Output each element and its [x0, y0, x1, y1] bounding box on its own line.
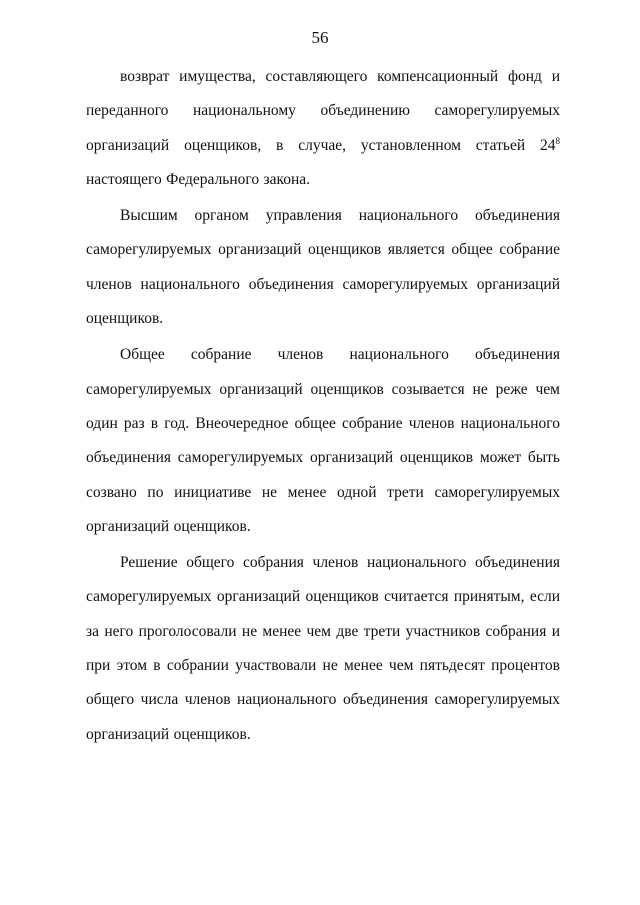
- paragraph-2: Высшим органом управления национального объединения саморегулируемых организаций оценщиков является общее собрание членов национального объединения саморегулируемых организаций оценщиков.: [86, 207, 560, 328]
- article-superscript: 8: [555, 135, 560, 146]
- paragraph-1-text: возврат имущества, составляющего компенсационный фонд и переданного национальному объединению саморегулируемых организаций оценщиков, в случае, установленном статьей 24: [86, 68, 560, 154]
- paragraph-1-text-end: настоящего Федерального закона.: [86, 170, 311, 188]
- paragraph-3: Общее собрание членов национального объединения саморегулируемых организаций оценщиков созывается не реже чем один раз в год. Внеочередное общее собрание членов национального объединения саморегулируемых организаций оценщиков может быть созвано по инициативе не менее одной трети саморегулируемых организаций оценщиков.: [86, 346, 560, 535]
- paragraph-4: Решение общего собрания членов национального объединения саморегулируемых организаций оценщиков считается принятым, если за него проголосовали не менее чем две трети участников собрания и при этом в собрании участвовали не менее чем пятьдесят процентов общего числа членов национального объединения саморегулируемых организаций оценщиков.: [86, 554, 560, 743]
- page-number: 56: [311, 28, 329, 47]
- paragraph-1: [86, 60, 560, 197]
- document-body: [86, 60, 560, 752]
